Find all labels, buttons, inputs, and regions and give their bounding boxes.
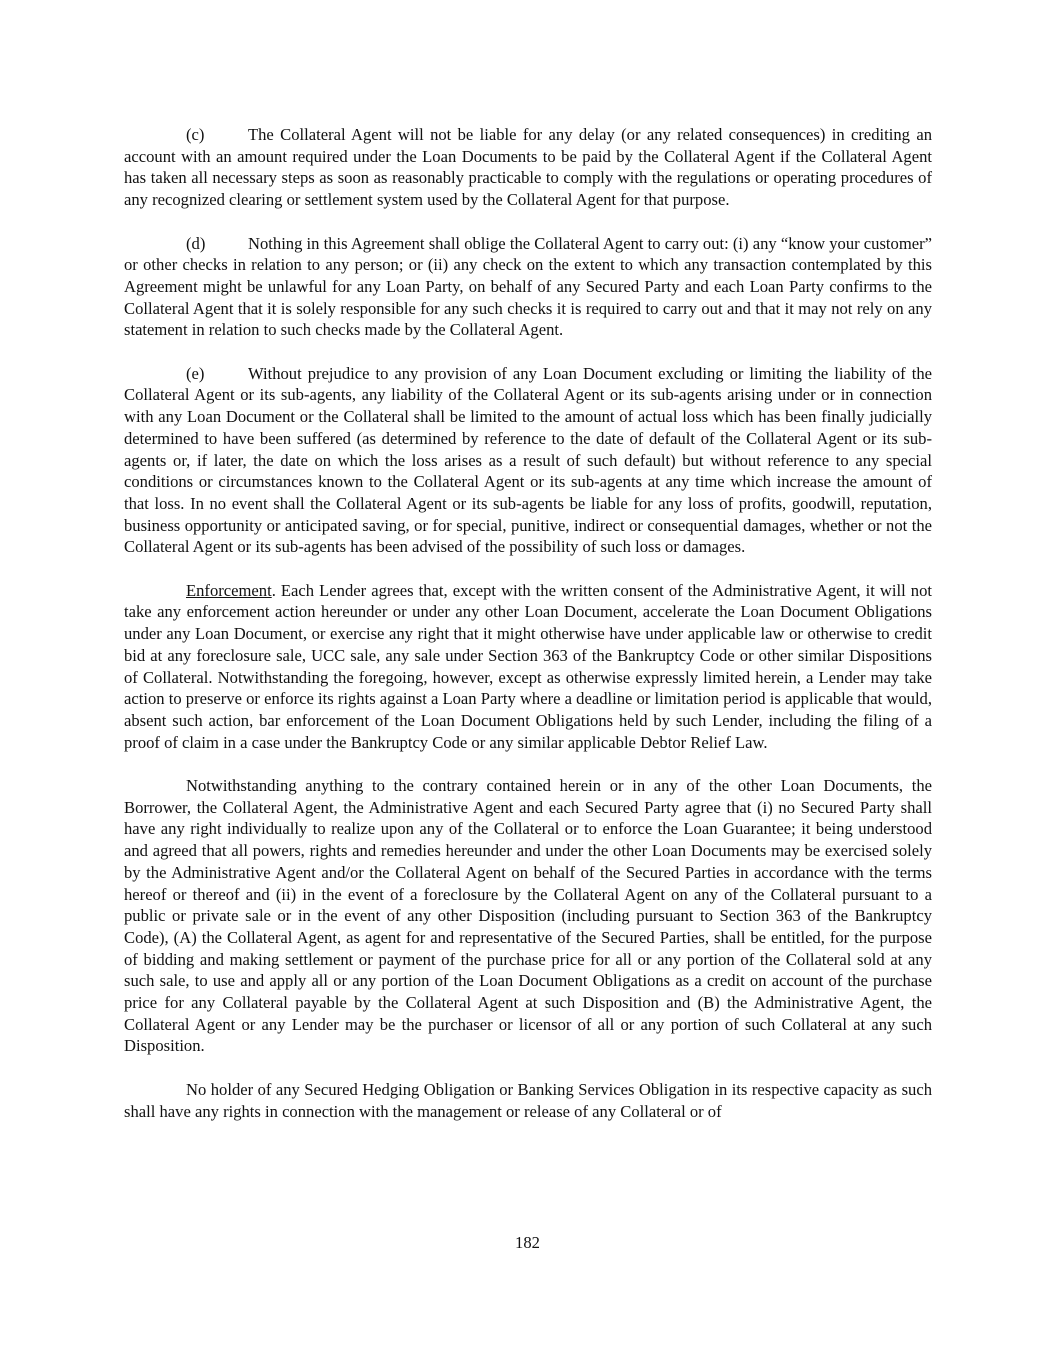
paragraph-text-enforcement: . Each Lender agrees that, except with the written consent of the Administrative Agent, it will not take any enforcement action hereunder or under any other Loan Document, accelerate the Loan Document Obligations under any Loan Document, or exercise any right that it might otherwise have under applicable law or otherwise to credit bid at any foreclosure sale, UCC sale, any sale under Section 363 of the Bankruptcy Code or other similar Dispositions of Collateral. Notwithstanding the foregoing, however, except as otherwise expressly limited herein, a Lender may take action to preserve or enforce its rights against a Loan Party where a deadline or limitation period is applicable that would, absent such action, bar enforcement of the Loan Document Obligations held by such Lender, including the filing of a proof of claim in a case under the Bankruptcy Code or any similar applicable Debtor Relief Law. (124, 580, 932, 752)
paragraph-notwithstanding (124, 775, 932, 1057)
paragraph-text-c: The Collateral Agent will not be liable for any delay (or any related consequences) in crediting an account with an amount required under the Loan Documents to be paid by the Collateral Agent if the Collateral Agent has taken all necessary steps as soon as reasonably practicable to comply with the regulations or operating procedures of any recognized clearing or settlement system used by the Collateral Agent for that purpose. (124, 125, 932, 210)
paragraph-e (124, 363, 932, 558)
paragraph-c (124, 124, 932, 211)
paragraph-no-holder (124, 1079, 932, 1122)
paragraph-enforcement (124, 580, 932, 754)
paragraph-label-e: (e) (186, 363, 205, 383)
paragraph-text-no-holder: No holder of any Secured Hedging Obligation or Banking Services Obligation in its respective capacity as such shall have any rights in connection with the management or release of any Collateral or of (124, 1079, 932, 1121)
document-body (124, 124, 932, 1144)
enforcement-heading: Enforcement (186, 580, 272, 600)
paragraph-d (124, 233, 932, 342)
paragraph-text-d: Nothing in this Agreement shall oblige the Collateral Agent to carry out: (i) any “know your customer” or other checks in relation to any person; or (ii) any check on the extent to which any transaction contemplated by this Agreement might be unlawful for any Loan Party, on behalf of any Secured Party and each Loan Party confirms to the Collateral Agent that it is solely responsible for any such checks it is required to carry out and that it may not rely on any statement in relation to such checks made by the Collateral Agent. (124, 233, 932, 340)
paragraph-text-e: Without prejudice to any provision of any Loan Document excluding or limiting the liability of the Collateral Agent or its sub-agents, any liability of the Collateral Agent or its sub-agents arising under or in connection with any Loan Document or the Collateral shall be limited to the amount of actual loss which has been finally judicially determined to have been suffered (as determined by reference to the date of default of the Collateral Agent or its sub-agents or, if later, the date on which the loss arises as a result of such default) but without reference to any special conditions or circumstances known to the Collateral Agent or its sub-agents at any time which increase the amount of that loss. In no event shall the Collateral Agent or its sub-agents be liable for any loss of profits, goodwill, reputation, business opportunity or anticipated saving, or for special, punitive, indirect or consequential damages, whether or not the Collateral Agent or its sub-agents has been advised of the possibility of such loss or damages. (124, 363, 932, 557)
paragraph-label-d: (d) (186, 233, 206, 253)
paragraph-text-notwithstanding: Notwithstanding anything to the contrary contained herein or in any of the other Loan Documents, the Borrower, the Collateral Agent, the Administrative Agent and each Secured Party agree that (i) no Secured Party shall have any right individually to realize upon any of the Collateral or to enforce the Loan Guarantee; it being understood and agreed that all powers, rights and remedies hereunder and under the other Loan Documents may be exercised solely by the Administrative Agent and/or the Collateral Agent on behalf of the Secured Parties in accordance with the terms hereof or thereof and (ii) in the event of a foreclosure by the Collateral Agent on any of the Collateral pursuant to a public or private sale or in the event of any other Disposition (including pursuant to Section 363 of the Bankruptcy Code), (A) the Collateral Agent, as agent for and representative of the Secured Parties, shall be entitled, for the purpose of bidding and making settlement or payment of the purchase price for all or any portion of the Collateral sold at any such sale, to use and apply all or any portion of the Loan Document Obligations as a credit on account of the purchase price for any Collateral payable by the Collateral Agent at such Disposition and (B) the Administrative Agent, the Collateral Agent or any Lender may be the purchaser or licensor of all or any portion of such Collateral at any such Disposition. (124, 776, 932, 1056)
paragraph-label-c: (c) (186, 125, 205, 144)
page-number: 182 (515, 1233, 540, 1252)
